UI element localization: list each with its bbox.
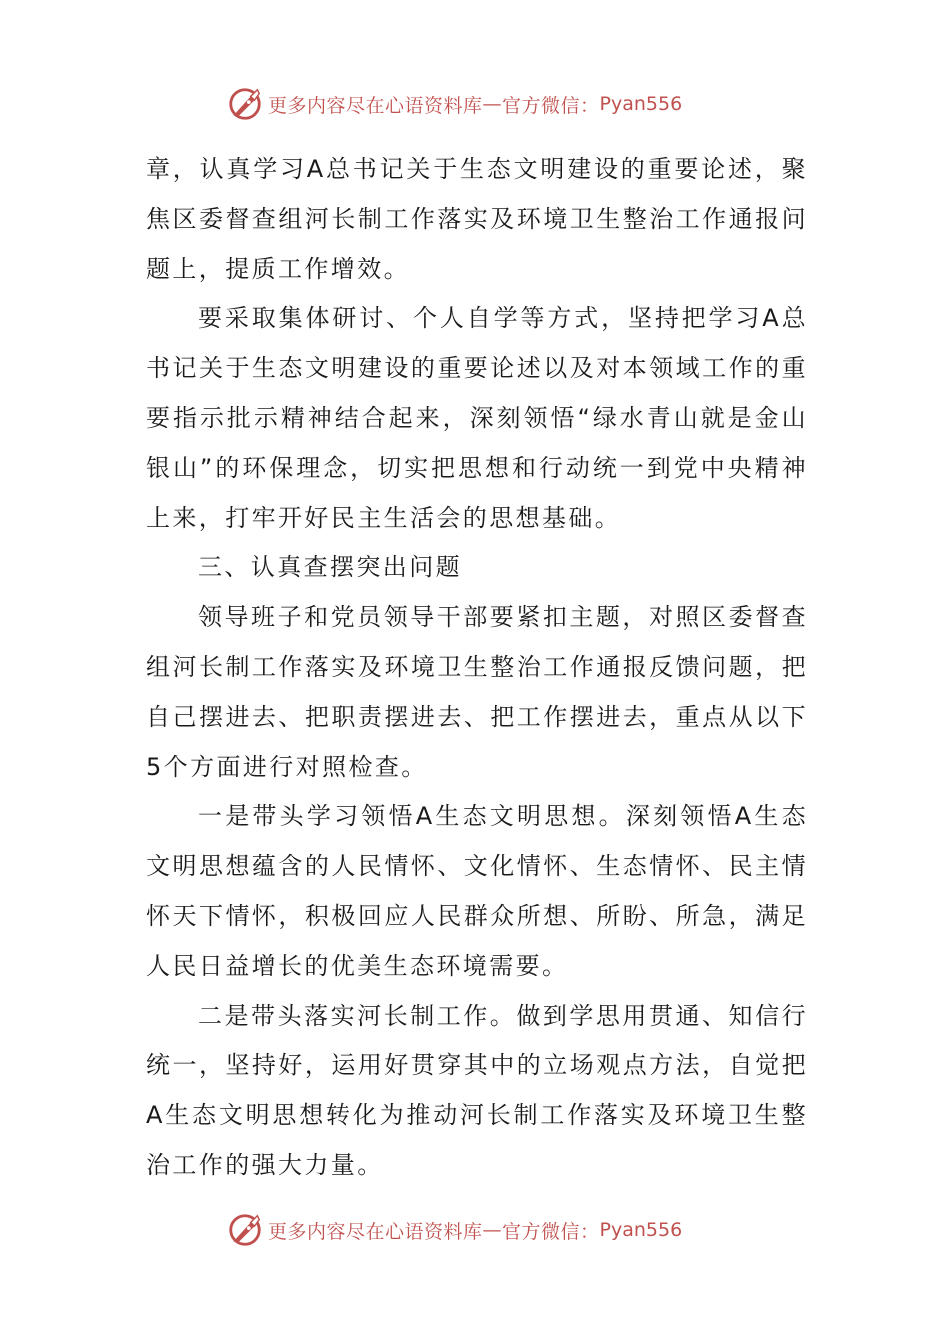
pen-nib-logo-icon: [226, 85, 264, 123]
header-banner: [226, 84, 682, 124]
header-contact-label: 官方微信：: [502, 94, 600, 117]
footer-dash: —: [482, 1219, 503, 1241]
footer-site-text: 更多内容尽在心语资料库: [268, 1220, 483, 1243]
pen-nib-logo-icon: [226, 1211, 264, 1249]
footer-banner: [226, 1210, 682, 1250]
paragraph-study-methods: 要采取集体研讨、个人自学等方式，坚持把学习A总书记关于生态文明建设的重要论述以及对本领域工作的重要指示批示精神结合起来，深刻领悟“绿水青山就是金山银山”的环保理念，切实把思想和行动统一到党中央精神上来，打牢开好民主生活会的思想基础。: [146, 304, 808, 532]
paragraph-continuation: 章，认真学习A总书记关于生态文明建设的重要论述，聚焦区委督查组河长制工作落实及环境卫生整治工作通报问题上，提质工作增效。: [146, 155, 808, 283]
header-site-text: 更多内容尽在心语资料库: [268, 94, 483, 117]
footer-contact-id: Pyan556: [599, 1219, 683, 1241]
paragraph-check-problems: 领导班子和党员领导干部要紧扣主题，对照区委督查组河长制工作落实及环境卫生整治工作通报反馈问题，把自己摆进去、把职责摆进去、把工作摆进去，重点从以下5个方面进行对照检查。: [146, 603, 808, 781]
paragraph-point-one: 一是带头学习领悟A生态文明思想。深刻领悟A生态文明思想蕴含的人民情怀、文化情怀、生态情怀、民主情怀天下情怀，积极回应人民群众所想、所盼、所急，满足人民日益增长的优美生态环境需要。: [146, 802, 808, 980]
footer-contact-label: 官方微信：: [502, 1220, 600, 1243]
document-body: [146, 145, 808, 1191]
header-dash: —: [482, 93, 503, 115]
header-contact-id: Pyan556: [599, 93, 683, 115]
paragraph-point-two: 二是带头落实河长制工作。做到学思用贯通、知信行统一，坚持好，运用好贯穿其中的立场观点方法，自觉把A生态文明思想转化为推动河长制工作落实及环境卫生整治工作的强大力量。: [146, 1001, 808, 1179]
section-heading: 三、认真查摆突出问题: [198, 553, 462, 582]
